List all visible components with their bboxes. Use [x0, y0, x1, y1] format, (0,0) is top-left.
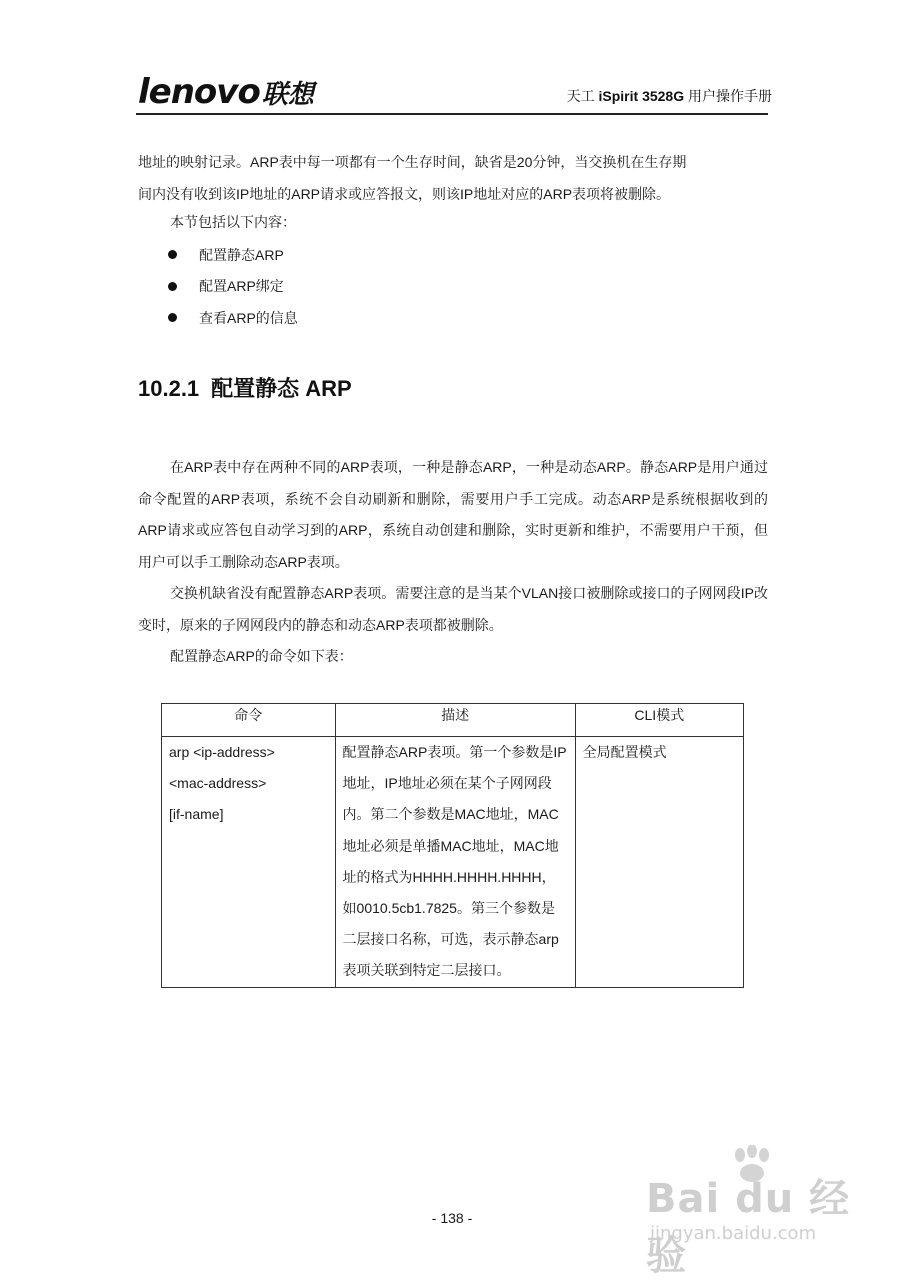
section-title: 配置静态 ARP	[211, 376, 352, 401]
manual-title: 天工 iSpirit 3528G 用户操作手册	[566, 88, 772, 104]
section-heading	[138, 372, 352, 403]
paragraph-default-config: 交换机缺省没有配置静态ARP表项。需要注意的是当某个VLAN接口被删除或接口的子网网段IP改变时，原来的子网网段内的静态和动态ARP表项都被删除。	[138, 585, 768, 633]
bullet-icon	[168, 282, 177, 291]
watermark-brand: Bai du 经验	[646, 1176, 851, 1279]
lenovo-logo	[138, 72, 314, 112]
column-header-description: 描述	[335, 704, 575, 737]
contents-list	[168, 239, 298, 334]
bullet-icon	[168, 250, 177, 259]
bullet-icon	[168, 313, 177, 322]
watermark-url: jingyan.baidu.com	[650, 1223, 817, 1244]
cli-mode-cell: 全局配置模式	[575, 737, 743, 988]
intro-paragraph: 地址的映射记录。ARP表中每一项都有一个生存时间，缺省是20分钟，当交换机在生存期 间内没有收到该IP地址的ARP请求或应答报文，则该IP地址对应的ARP表项将被删除。	[138, 154, 687, 202]
command-cell: arp <ip-address> <mac-address> [if-name]	[162, 737, 336, 988]
list-item: 配置ARP绑定	[168, 271, 298, 303]
list-item: 配置静态ARP	[168, 239, 298, 271]
table-header-row	[162, 704, 744, 737]
paragraph-table-intro: 配置静态ARP的命令如下表：	[170, 648, 353, 664]
contents-intro: 本节包括以下内容：	[170, 214, 296, 230]
column-header-cli-mode: CLI模式	[575, 704, 743, 737]
description-cell: 配置静态ARP表项。第一个参数是IP地址，IP地址必须在某个子网网段内。第二个参数是MAC地址，MAC地址必须是单播MAC地址，MAC地址的格式为HHHH.HHHH.HHHH，如0010.5cb1.7825。第三个参数是二层接口名称，可选，表示静态arp表项关联到特定二层接口。	[335, 737, 575, 988]
table-row	[162, 737, 744, 988]
logo-latin: lenovo	[138, 72, 260, 112]
page-number: - 138 -	[431, 1210, 473, 1226]
column-header-command: 命令	[162, 704, 336, 737]
list-item: 查看ARP的信息	[168, 302, 298, 334]
logo-cn: 联想	[261, 79, 314, 110]
paragraph-arp-types: 在ARP表中存在两种不同的ARP表项，一种是静态ARP，一种是动态ARP。静态ARP是用户通过命令配置的ARP表项，系统不会自动刷新和删除，需要用户手工完成。动态ARP是系统根据收到的ARP请求或应答包自动学习到的ARP，系统自动创建和删除，实时更新和维护，不需要用户干预，但用户可以手工删除动态ARP表项。	[138, 459, 768, 570]
header-divider	[136, 113, 768, 115]
section-number: 10.2.1	[138, 376, 200, 401]
baidu-watermark	[640, 1145, 860, 1279]
command-table	[161, 703, 744, 988]
